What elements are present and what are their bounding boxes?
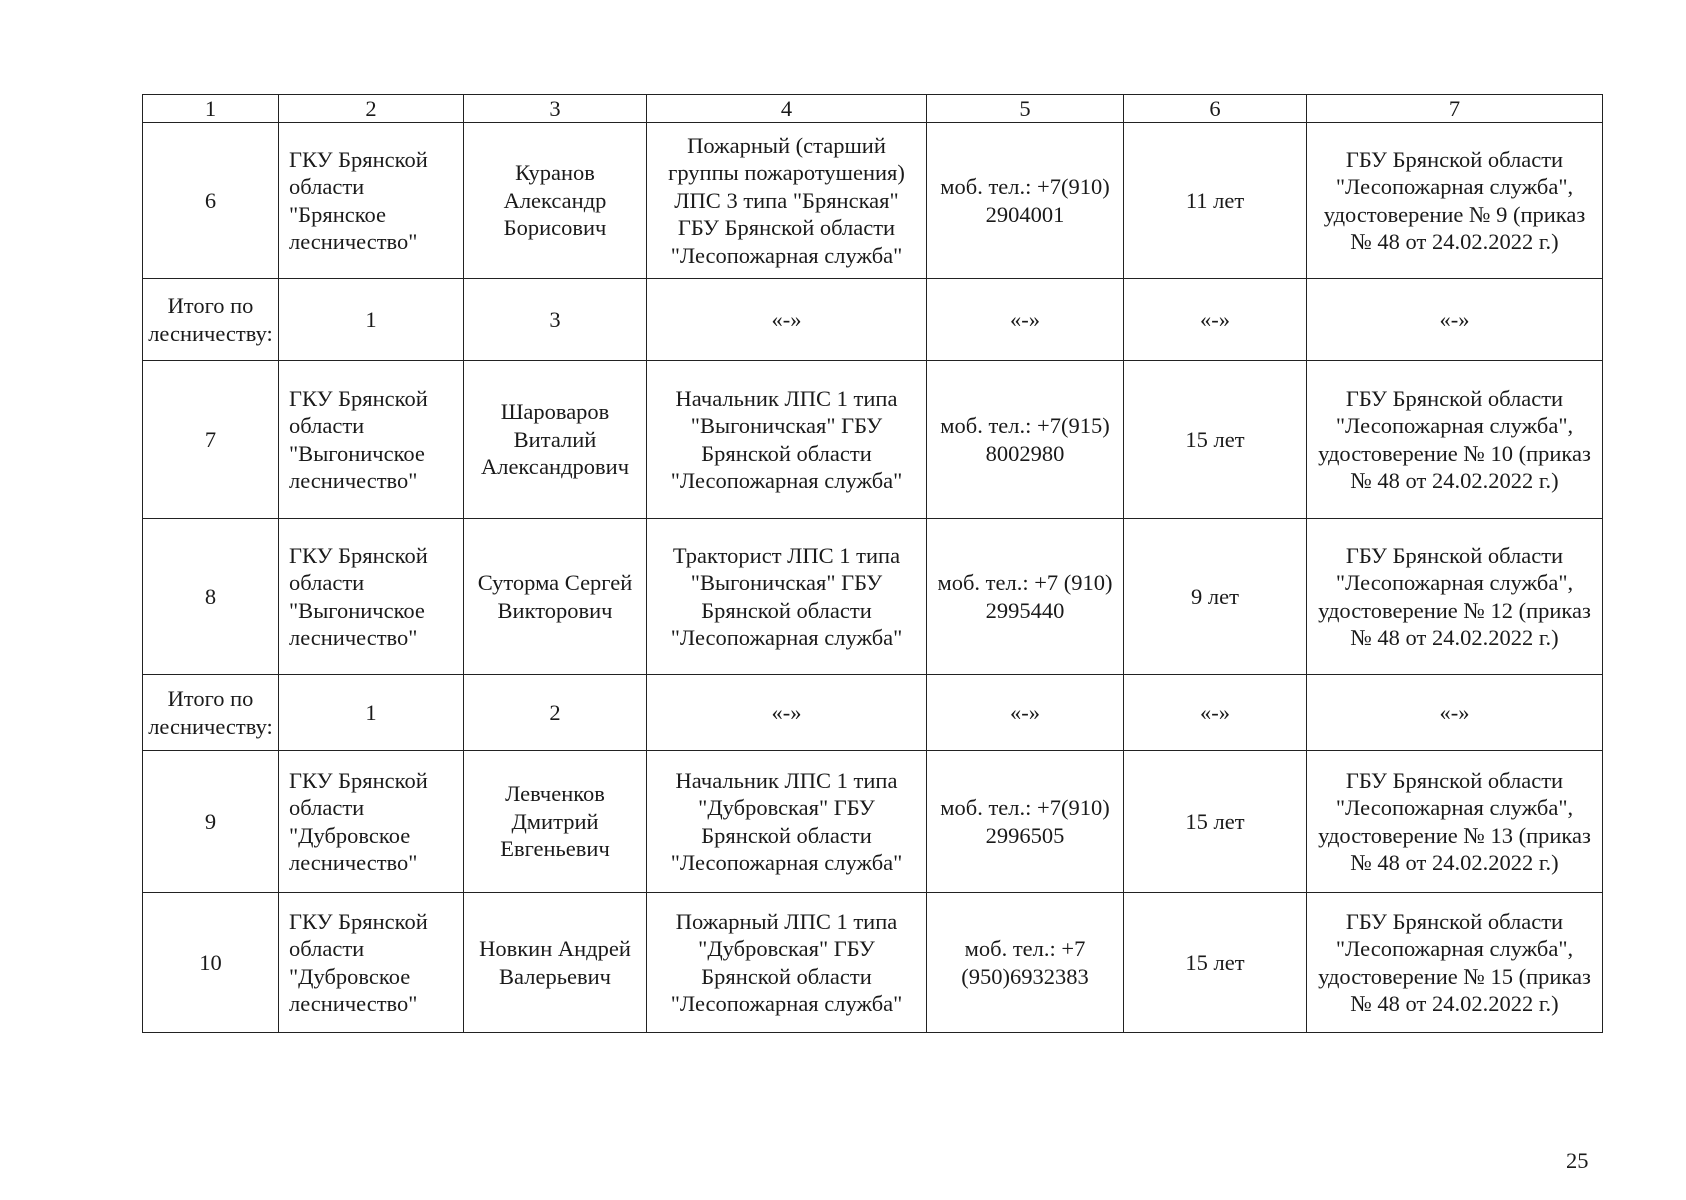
subtotal-row xyxy=(143,675,1603,751)
contact-cell: моб. тел.: +7 (950)6932383 xyxy=(927,893,1124,1033)
experience-cell: 11 лет xyxy=(1124,123,1307,279)
subtotal-cell: «-» xyxy=(647,279,927,361)
column-number: 7 xyxy=(1307,95,1603,123)
subtotal-cell: «-» xyxy=(1307,675,1603,751)
certificate-cell: ГБУ Брянской области "Лесопожарная служба", удостоверение № 12 (приказ № 48 от 24.02.2022 г.) xyxy=(1307,519,1603,675)
certificate-cell: ГБУ Брянской области "Лесопожарная служба", удостоверение № 10 (приказ № 48 от 24.02.2022 г.) xyxy=(1307,361,1603,519)
organization-cell: ГКУ Брянской области "Выгоничское лесничество" xyxy=(279,519,464,675)
person-name-cell: Шароваров Виталий Александрович xyxy=(464,361,647,519)
organization-cell: ГКУ Брянской области "Брянское лесничество" xyxy=(279,123,464,279)
subtotal-cell: 3 xyxy=(464,279,647,361)
column-number: 5 xyxy=(927,95,1124,123)
row-number: 9 xyxy=(143,751,279,893)
certificate-cell: ГБУ Брянской области "Лесопожарная служба", удостоверение № 13 (приказ № 48 от 24.02.2022 г.) xyxy=(1307,751,1603,893)
subtotal-cell: «-» xyxy=(1307,279,1603,361)
position-cell: Пожарный ЛПС 1 типа "Дубровская" ГБУ Брянской области "Лесопожарная служба" xyxy=(647,893,927,1033)
person-name-cell: Куранов Александр Борисович xyxy=(464,123,647,279)
position-cell: Пожарный (старший группы пожаротушения) ЛПС 3 типа "Брянская" ГБУ Брянской области "Лесопожарная служба" xyxy=(647,123,927,279)
certificate-cell: ГБУ Брянской области "Лесопожарная служба", удостоверение № 9 (приказ № 48 от 24.02.2022 г.) xyxy=(1307,123,1603,279)
subtotal-cell: «-» xyxy=(647,675,927,751)
column-number-row xyxy=(143,95,1603,123)
column-number: 3 xyxy=(464,95,647,123)
column-number: 4 xyxy=(647,95,927,123)
subtotal-cell: «-» xyxy=(927,675,1124,751)
table-row xyxy=(143,893,1603,1033)
person-name-cell: Суторма Сергей Викторович xyxy=(464,519,647,675)
position-cell: Тракторист ЛПС 1 типа "Выгоничская" ГБУ Брянской области "Лесопожарная служба" xyxy=(647,519,927,675)
row-number: 10 xyxy=(143,893,279,1033)
subtotal-cell: «-» xyxy=(1124,279,1307,361)
table-row xyxy=(143,123,1603,279)
column-number: 6 xyxy=(1124,95,1307,123)
personnel-table xyxy=(142,94,1603,1033)
contact-cell: моб. тел.: +7(910) 2904001 xyxy=(927,123,1124,279)
subtotal-cell: 1 xyxy=(279,279,464,361)
position-cell: Начальник ЛПС 1 типа "Дубровская" ГБУ Брянской области "Лесопожарная служба" xyxy=(647,751,927,893)
row-number: 6 xyxy=(143,123,279,279)
column-number: 1 xyxy=(143,95,279,123)
contact-cell: моб. тел.: +7(910) 2996505 xyxy=(927,751,1124,893)
contact-cell: моб. тел.: +7 (910) 2995440 xyxy=(927,519,1124,675)
table-row xyxy=(143,751,1603,893)
experience-cell: 9 лет xyxy=(1124,519,1307,675)
row-number: 7 xyxy=(143,361,279,519)
subtotal-cell: 2 xyxy=(464,675,647,751)
subtotal-label: Итого по лесничеству: xyxy=(143,675,279,751)
column-number: 2 xyxy=(279,95,464,123)
experience-cell: 15 лет xyxy=(1124,751,1307,893)
organization-cell: ГКУ Брянской области "Выгоничское лесничество" xyxy=(279,361,464,519)
row-number: 8 xyxy=(143,519,279,675)
subtotal-row xyxy=(143,279,1603,361)
contact-cell: моб. тел.: +7(915) 8002980 xyxy=(927,361,1124,519)
organization-cell: ГКУ Брянской области "Дубровское лесничество" xyxy=(279,893,464,1033)
organization-cell: ГКУ Брянской области "Дубровское лесничество" xyxy=(279,751,464,893)
table-row xyxy=(143,519,1603,675)
subtotal-cell: «-» xyxy=(1124,675,1307,751)
subtotal-label: Итого по лесничеству: xyxy=(143,279,279,361)
position-cell: Начальник ЛПС 1 типа "Выгоничская" ГБУ Брянской области "Лесопожарная служба" xyxy=(647,361,927,519)
page-number: 25 xyxy=(1566,1148,1589,1173)
certificate-cell: ГБУ Брянской области "Лесопожарная служба", удостоверение № 15 (приказ № 48 от 24.02.2022 г.) xyxy=(1307,893,1603,1033)
experience-cell: 15 лет xyxy=(1124,893,1307,1033)
person-name-cell: Левченков Дмитрий Евгеньевич xyxy=(464,751,647,893)
person-name-cell: Новкин Андрей Валерьевич xyxy=(464,893,647,1033)
subtotal-cell: 1 xyxy=(279,675,464,751)
subtotal-cell: «-» xyxy=(927,279,1124,361)
experience-cell: 15 лет xyxy=(1124,361,1307,519)
table-row xyxy=(143,361,1603,519)
